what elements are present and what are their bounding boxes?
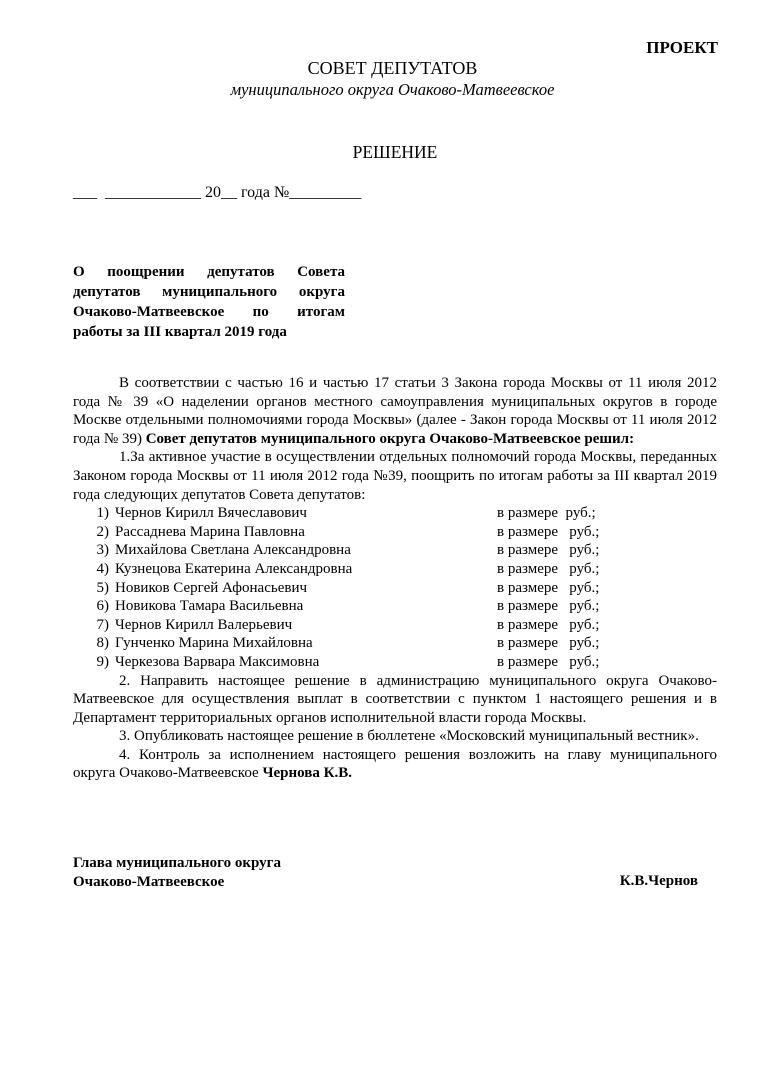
deputy-number: 7): [96, 616, 109, 633]
deputy-number: 9): [96, 653, 109, 670]
item-4-text: 4. Контроль за исполнением настоящего решения возложить на главу муниципального округа Очаково-Матвеевское: [73, 746, 717, 782]
date-number-line: ___ ____________ 20__ года №_________: [73, 184, 362, 201]
subject-line: Очаково-Матвеевское по итогам: [73, 304, 345, 320]
signature-position: Глава муниципального округа: [73, 855, 281, 871]
decision-body: [73, 374, 717, 783]
item-4-paragraph: [73, 746, 717, 783]
deputy-amount: в размере руб.;: [497, 635, 600, 652]
signature-name: К.В.Чернов: [619, 873, 698, 889]
deputy-list-item: [73, 504, 717, 523]
deputy-amount: в размере руб.;: [497, 560, 600, 577]
signature-block: [73, 854, 281, 892]
deputy-list-item: [73, 541, 717, 560]
deputy-number: 4): [96, 560, 109, 577]
deputy-amount: в размере руб.;: [497, 542, 600, 559]
draft-label: ПРОЕКТ: [646, 38, 718, 57]
deputy-name: Черкезова Варвара Максимовна: [115, 653, 320, 670]
subject-line: работы за III квартал 2019 года: [73, 324, 287, 340]
deputy-amount: в размере руб.;: [497, 653, 600, 670]
deputy-list-item: [73, 523, 717, 542]
council-title: СОВЕТ ДЕПУТАТОВ: [307, 58, 478, 78]
preamble-paragraph: [73, 374, 717, 448]
deputy-number: 3): [96, 542, 109, 559]
deputy-list-item: [73, 579, 717, 598]
deputy-list-item: [73, 560, 717, 579]
deputy-name: Чернов Кирилл Валерьевич: [115, 616, 293, 633]
preamble-resolution: Совет депутатов муниципального округа Очаково-Матвеевское решил:: [145, 430, 635, 447]
deputy-name: Новиков Сергей Афонасьевич: [115, 579, 308, 596]
deputy-amount: в размере руб.;: [497, 505, 596, 522]
subject-line: депутатов муниципального округа: [73, 284, 345, 300]
decision-subject: [73, 262, 345, 342]
deputy-amount: в размере руб.;: [497, 616, 600, 633]
item-1-paragraph: 1.За активное участие в осуществлении отдельных полномочий города Москвы, переданных Законом города Москвы от 11 июля 2012 года №39, поощрить по итогам работы за III квартал 2019 года следующих депутатов Совета депутатов:: [73, 449, 717, 503]
decision-title: РЕШЕНИЕ: [352, 142, 438, 162]
deputy-number: 8): [96, 635, 109, 652]
item-2-paragraph: 2. Направить настоящее решение в администрацию муниципального округа Очаково-Матвеевское для осуществления выплат в соответствии с пунктом 1 настоящего решения и в Департамент территориальных органов исполнительной власти города Москвы.: [73, 672, 717, 726]
subject-line: О поощрении депутатов Совета: [73, 264, 345, 280]
deputy-list-item: [73, 634, 717, 653]
deputy-name: Кузнецова Екатерина Александровна: [115, 560, 353, 577]
deputy-name: Гунченко Марина Михайловна: [115, 635, 313, 652]
signature-okrug: Очаково-Матвеевское: [73, 874, 225, 890]
item-3-paragraph: 3. Опубликовать настоящее решение в бюллетене «Московский муниципальный вестник».: [119, 728, 699, 745]
deputy-list-item: [73, 616, 717, 635]
preamble-text: В соответствии с частью 16 и частью 17 статьи 3 Закона города Москвы от 11 июля 2012 года № 39 «О наделении органов местного самоуправления муниципальных округов в городе Москве отдельными полномочиями города Москвы» (далее - Закон города Москвы от 11 июля 2012 года № 39): [73, 375, 717, 447]
deputies-list: [73, 504, 717, 671]
deputy-amount: в размере руб.;: [497, 579, 600, 596]
deputy-amount: в размере руб.;: [497, 523, 600, 540]
okrug-subtitle: муниципального округа Очаково-Матвеевское: [230, 80, 555, 99]
deputy-name: Михайлова Светлана Александровна: [115, 542, 351, 559]
deputy-number: 2): [96, 523, 109, 540]
deputy-amount: в размере руб.;: [497, 598, 600, 615]
deputy-list-item: [73, 653, 717, 672]
deputy-name: Новикова Тамара Васильевна: [115, 598, 304, 615]
deputy-number: 1): [96, 505, 109, 522]
item-4-responsible: Чернова К.В.: [262, 765, 352, 782]
deputy-name: Чернов Кирилл Вячеславович: [115, 505, 307, 522]
deputy-name: Рассаднева Марина Павловна: [115, 523, 305, 540]
deputy-number: 6): [96, 598, 109, 615]
deputy-number: 5): [96, 579, 109, 596]
deputy-list-item: [73, 597, 717, 616]
